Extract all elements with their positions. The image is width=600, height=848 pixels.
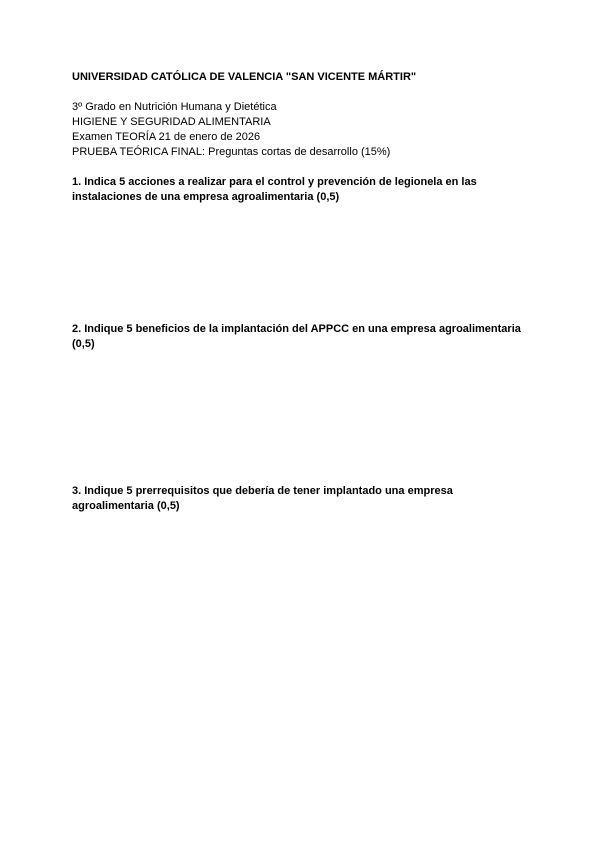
test-description: Preguntas cortas de desarrollo (15%) [208, 146, 391, 158]
question-1-line-2: instalaciones de una empresa agroalimentaria (0,5) [72, 191, 340, 203]
university-heading [72, 70, 542, 85]
question-1-line-1: 1. Indica 5 acciones a realizar para el control y prevención de legionela en las [72, 176, 477, 188]
question-2-line-1: 2. Indique 5 beneficios de la implantación del APPCC en una empresa agroalimentaria [72, 323, 521, 335]
test-type-line [72, 145, 542, 160]
question-3-line-2: agroalimentaria (0,5) [72, 500, 180, 512]
subject-line: HIGIENE Y SEGURIDAD ALIMENTARIA [72, 116, 271, 128]
exam-header [72, 100, 542, 160]
exam-date-line: Examen TEORÍA 21 de enero de 2026 [72, 131, 261, 143]
question-2-line-2: (0,5) [72, 338, 95, 350]
degree-line: 3º Grado en Nutrición Humana y Dietética [72, 101, 277, 113]
university-name: UNIVERSIDAD CATÓLICA DE VALENCIA "SAN VICENTE MÁRTIR" [72, 71, 417, 83]
question-1 [72, 175, 542, 205]
question-2 [72, 322, 542, 352]
question-3 [72, 484, 542, 514]
test-label: PRUEBA TEÓRICA FINAL: [72, 146, 206, 158]
question-3-line-1: 3. Indique 5 prerrequisitos que debería de tener implantado una empresa [72, 485, 453, 497]
